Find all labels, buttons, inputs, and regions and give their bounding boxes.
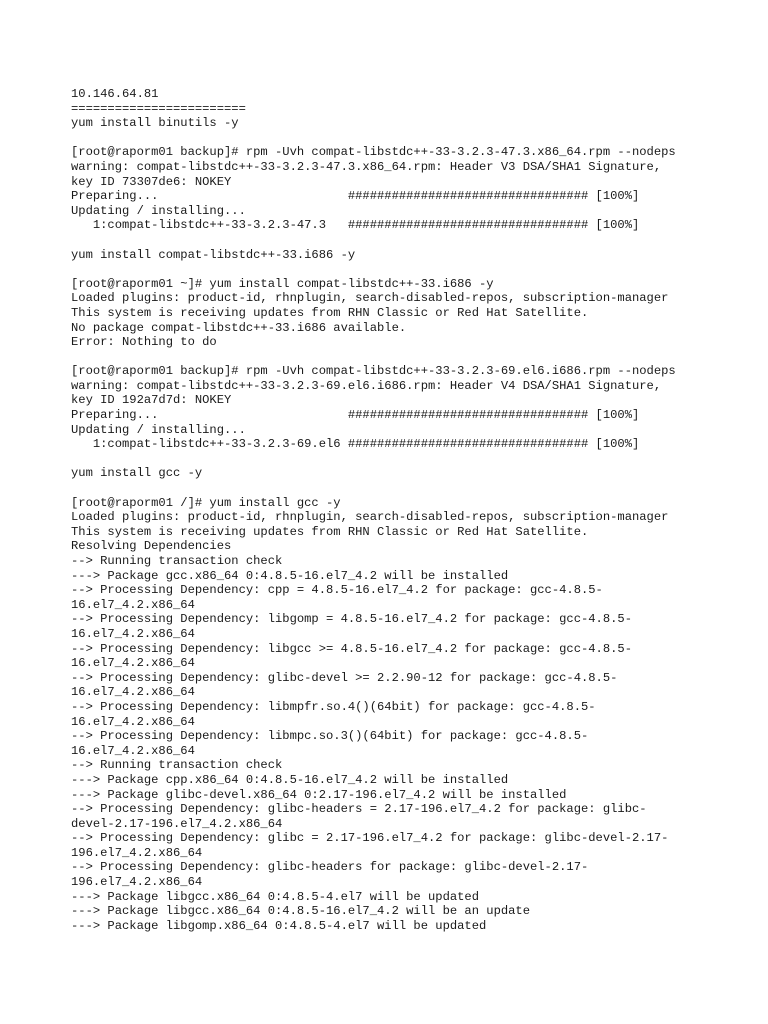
- text-line: No package compat-libstdc++-33.i686 available.: [71, 320, 407, 335]
- blank-line: [71, 233, 731, 248]
- blank-line: [71, 262, 731, 277]
- text-line: [root@raporm01 backup]# rpm -Uvh compat-libstdc++-33-3.2.3-47.3.x86_64.rpm --nodeps: [71, 145, 676, 160]
- text-line: 196.el7_4.2.x86_64: [71, 875, 203, 890]
- text-line: ---> Package glibc-devel.x86_64 0:2.17-196.el7_4.2 will be installed: [71, 787, 567, 802]
- text-line: [root@raporm01 backup]# rpm -Uvh compat-libstdc++-33-3.2.3-69.el6.i686.rpm --nodeps: [71, 364, 676, 379]
- text-line: key ID 192a7d7d: NOKEY: [71, 393, 232, 408]
- text-line: yum install binutils -y: [71, 116, 239, 131]
- text-line: Loaded plugins: product-id, rhnplugin, search-disabled-repos, subscription-manager: [71, 510, 669, 525]
- text-line: ---> Package libgcc.x86_64 0:4.8.5-16.el7_4.2 will be an update: [71, 904, 530, 919]
- text-line: --> Running transaction check: [71, 554, 283, 568]
- text-line: yum install compat-libstdc++-33.i686 -y: [71, 247, 356, 262]
- text-line: 1:compat-libstdc++-33-3.2.3-47.3 ################################# [100%]: [71, 218, 640, 233]
- text-line: --> Running transaction check: [71, 758, 283, 773]
- blank-line: [71, 350, 731, 365]
- text-line: --> Processing Dependency: libmpc.so.3()(64bit) for package: gcc-4.8.5-: [71, 729, 589, 744]
- text-line: Updating / installing...: [71, 203, 246, 218]
- blank-line: [71, 452, 731, 467]
- text-line: This system is receiving updates from RHN Classic or Red Hat Satellite.: [71, 305, 589, 320]
- text-line: 16.el7_4.2.x86_64: [71, 626, 195, 641]
- text-line: ========================: [71, 101, 246, 116]
- text-line: [root@raporm01 /]# yum install gcc -y: [71, 495, 341, 510]
- text-line: warning: compat-libstdc++-33-3.2.3-47.3.x86_64.rpm: Header V3 DSA/SHA1 Signature,: [71, 159, 662, 174]
- text-line: --> Processing Dependency: libgcc >= 4.8.5-16.el7_4.2 for package: gcc-4.8.5-: [71, 641, 632, 656]
- text-line: --> Processing Dependency: libgomp = 4.8.5-16.el7_4.2 for package: gcc-4.8.5-: [71, 612, 632, 627]
- text-line: ---> Package gcc.x86_64 0:4.8.5-16.el7_4.2 will be installed: [71, 568, 509, 583]
- text-line: 16.el7_4.2.x86_64: [71, 656, 195, 671]
- text-line: 16.el7_4.2.x86_64: [71, 743, 195, 758]
- text-line: key ID 73307de6: NOKEY: [71, 174, 232, 189]
- text-line: [root@raporm01 ~]# yum install compat-libstdc++-33.i686 -y: [71, 276, 494, 291]
- text-line: --> Processing Dependency: glibc-headers = 2.17-196.el7_4.2 for package: glibc-: [71, 802, 647, 817]
- text-line: ---> Package libgomp.x86_64 0:4.8.5-4.el7 will be updated: [71, 918, 487, 933]
- text-line: 10.146.64.81: [71, 87, 159, 101]
- text-line: 16.el7_4.2.x86_64: [71, 714, 195, 729]
- text-line: --> Processing Dependency: cpp = 4.8.5-16.el7_4.2 for package: gcc-4.8.5-: [71, 583, 603, 598]
- text-line: Preparing... ################################# [100%]: [71, 408, 640, 423]
- text-line: This system is receiving updates from RHN Classic or Red Hat Satellite.: [71, 524, 589, 539]
- text-line: yum install gcc -y: [71, 466, 203, 481]
- text-line: devel-2.17-196.el7_4.2.x86_64: [71, 816, 283, 831]
- document-body: [71, 87, 731, 933]
- text-line: Error: Nothing to do: [71, 335, 217, 350]
- blank-line: [71, 481, 731, 496]
- text-line: ---> Package libgcc.x86_64 0:4.8.5-4.el7 will be updated: [71, 889, 479, 904]
- text-line: ---> Package cpp.x86_64 0:4.8.5-16.el7_4.2 will be installed: [71, 772, 509, 787]
- text-line: 16.el7_4.2.x86_64: [71, 597, 195, 612]
- text-line: 196.el7_4.2.x86_64: [71, 845, 203, 860]
- text-line: 1:compat-libstdc++-33-3.2.3-69.el6 ################################# [100%]: [71, 437, 640, 452]
- text-line: 16.el7_4.2.x86_64: [71, 685, 195, 700]
- text-line: --> Processing Dependency: glibc-devel >= 2.2.90-12 for package: gcc-4.8.5-: [71, 670, 618, 685]
- text-line: --> Processing Dependency: libmpfr.so.4()(64bit) for package: gcc-4.8.5-: [71, 699, 596, 714]
- text-line: --> Processing Dependency: glibc = 2.17-196.el7_4.2 for package: glibc-devel-2.17-: [71, 831, 669, 846]
- text-line: Updating / installing...: [71, 422, 246, 437]
- text-line: Preparing... ################################# [100%]: [71, 189, 640, 204]
- blank-line: [71, 131, 731, 146]
- text-line: Resolving Dependencies: [71, 539, 232, 554]
- text-line: Loaded plugins: product-id, rhnplugin, search-disabled-repos, subscription-manager: [71, 291, 669, 306]
- text-line: --> Processing Dependency: glibc-headers for package: glibc-devel-2.17-: [71, 860, 589, 875]
- text-line: warning: compat-libstdc++-33-3.2.3-69.el6.i686.rpm: Header V4 DSA/SHA1 Signature,: [71, 378, 662, 393]
